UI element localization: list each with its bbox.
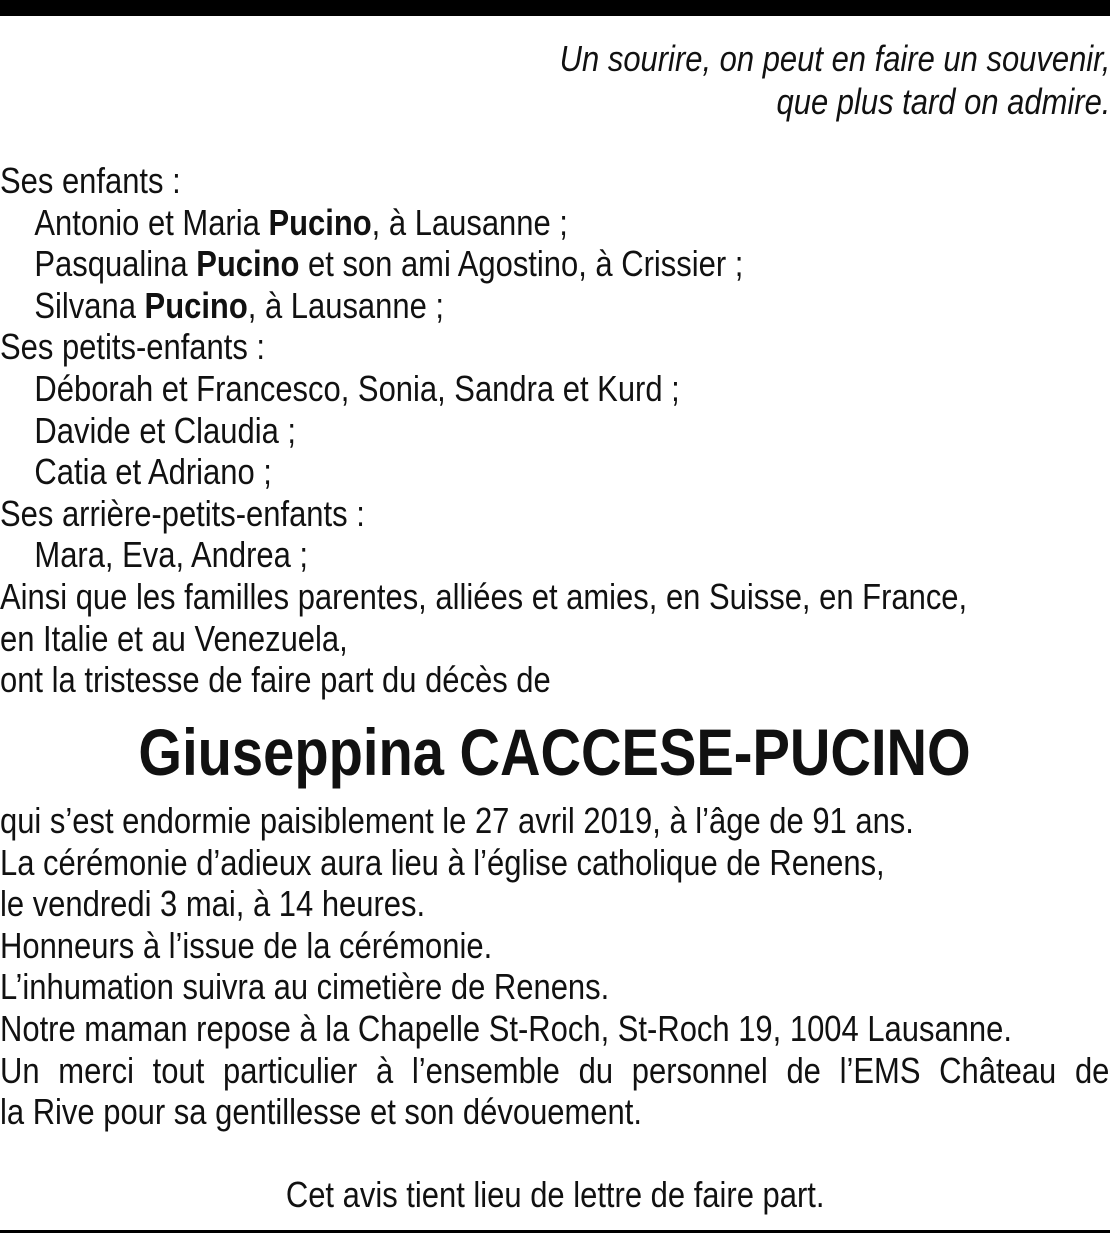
child-given-names: Silvana	[34, 284, 145, 326]
grandchildren-heading: Ses petits-enfants :	[0, 326, 266, 368]
relatives-line-2: en Italie et au Venezuela,	[0, 617, 348, 659]
child-location: et son ami Agostino, à Crissier ;	[299, 243, 744, 285]
ceremony-details	[0, 800, 1110, 1133]
closing-note	[0, 1173, 1110, 1217]
child-entry	[0, 243, 955, 285]
details-line-7: Un merci tout particulier à l’ensemble du personnel de l’EMS Château de	[0, 1049, 1110, 1091]
child-entry	[0, 285, 955, 327]
children-heading: Ses enfants :	[0, 160, 181, 201]
details-line-8: la Rive pour sa gentillesse et son dévouement.	[0, 1091, 642, 1133]
relatives-line-1: Ainsi que les familles parentes, alliées et amies, en Suisse, en France,	[0, 575, 968, 617]
quote-line-1: Un sourire, on peut en faire un souvenir,	[559, 38, 1110, 79]
closing-text: Cet avis tient lieu de lettre de faire part.	[285, 1174, 825, 1215]
details-line-5: L’inhumation suivra au cimetière de Renens.	[0, 966, 610, 1008]
grandchild-entry: Davide et Claudia ;	[34, 409, 296, 451]
child-surname: Pucino	[268, 201, 372, 243]
details-line-3: le vendredi 3 mai, à 14 heures.	[0, 883, 426, 925]
grandchild-entry: Déborah et Francesco, Sonia, Sandra et Kurd ;	[34, 367, 680, 409]
epigraph-quote	[470, 37, 1110, 123]
great-grandchildren-heading: Ses arrière-petits-enfants :	[0, 492, 365, 534]
child-surname: Pucino	[144, 284, 248, 326]
child-entry	[0, 202, 955, 244]
child-given-names: Antonio et Maria	[34, 201, 269, 243]
details-line-1: qui s’est endormie paisiblement le 27 avril 2019, à l’âge de 91 ans.	[0, 800, 914, 841]
deceased-name: Giuseppina CACCESE-PUCINO	[138, 715, 972, 789]
top-rule	[0, 0, 1110, 16]
bottom-rule	[0, 1230, 1110, 1233]
great-grandchild-entry: Mara, Eva, Andrea ;	[34, 534, 309, 576]
details-line-4: Honneurs à l’issue de la cérémonie.	[0, 924, 493, 966]
grandchild-entry: Catia et Adriano ;	[34, 451, 272, 493]
details-line-2: La cérémonie d’adieux aura lieu à l’église catholique de Renens,	[0, 841, 885, 883]
quote-line-2: que plus tard on admire.	[776, 81, 1110, 122]
child-surname: Pucino	[196, 243, 300, 285]
details-line-6: Notre maman repose à la Chapelle St-Roch, St-Roch 19, 1004 Lausanne.	[0, 1007, 1012, 1049]
child-location: , à Lausanne ;	[371, 201, 568, 243]
deceased-name-heading	[0, 712, 1110, 792]
child-given-names: Pasqualina	[34, 243, 197, 285]
announcement-line: ont la tristesse de faire part du décès de	[0, 659, 551, 701]
family-list	[0, 160, 1110, 701]
child-location: , à Lausanne ;	[247, 284, 445, 326]
